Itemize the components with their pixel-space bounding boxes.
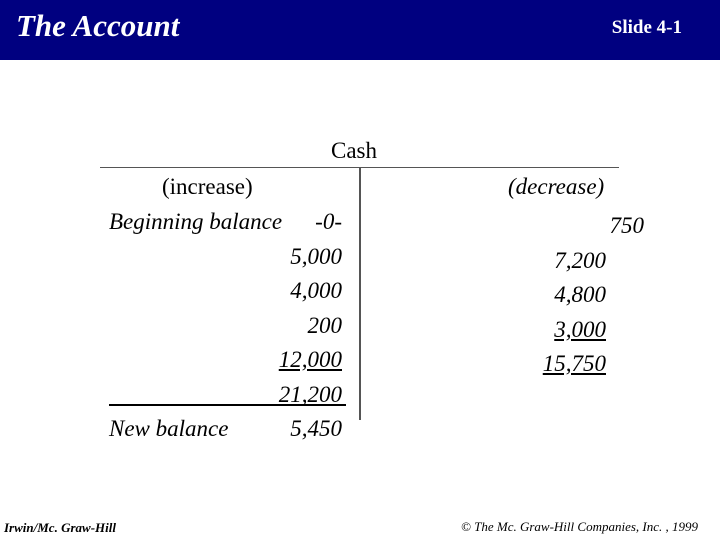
beginning-balance-label: Beginning balance [109, 209, 283, 234]
credit-entry: 750 [609, 213, 644, 238]
right-heading: (decrease) [508, 174, 605, 199]
debit-entry: 5,000 [290, 244, 342, 269]
beginning-balance-value: -0- [315, 209, 342, 234]
slide-number: Slide 4-1 [611, 17, 682, 38]
new-balance-label: New balance [109, 416, 229, 441]
slide-header [0, 0, 720, 60]
account-title: Cash [331, 138, 377, 163]
credit-entry: 7,200 [554, 248, 606, 273]
credit-entry: 3,000 [554, 317, 606, 342]
slide-title: The Account [16, 8, 180, 43]
new-balance-value: 5,450 [290, 416, 342, 441]
credit-entry: 4,800 [554, 282, 606, 307]
footer-publisher: Irwin/Mc. Graw-Hill [4, 520, 116, 535]
footer-copyright: © The Mc. Graw-Hill Companies, Inc. , 1999 [461, 519, 698, 534]
debit-entry: 4,000 [290, 278, 342, 303]
debit-entry: 200 [307, 313, 342, 338]
debit-total: 21,200 [278, 382, 342, 407]
credit-total: 15,750 [542, 351, 606, 376]
debit-entry: 12,000 [278, 347, 342, 372]
left-heading: (increase) [162, 174, 253, 199]
t-account-vertical-line [359, 168, 361, 420]
